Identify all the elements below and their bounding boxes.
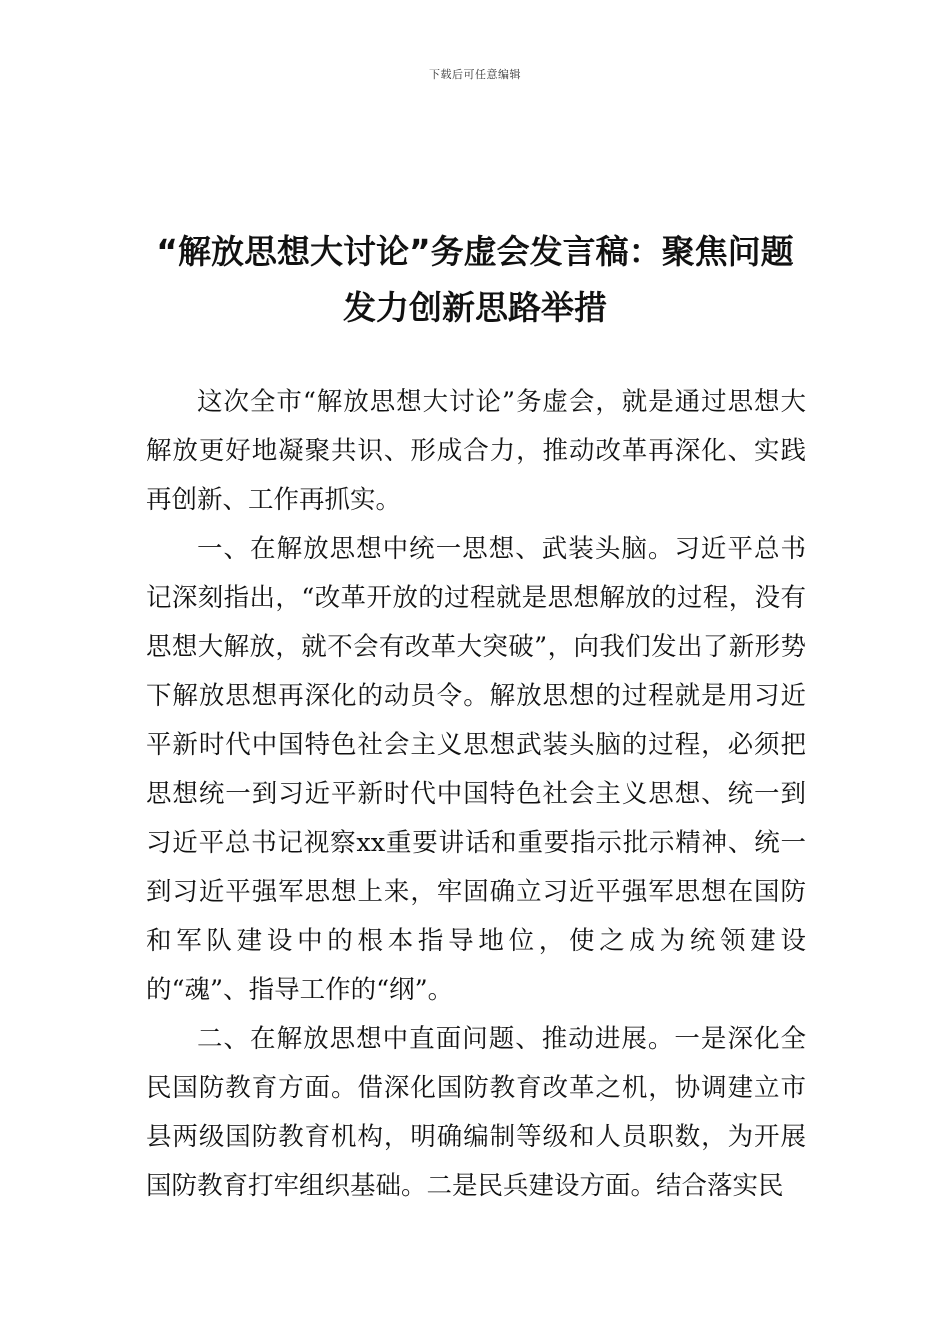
- paragraph-intro: 这次全市“解放思想大讨论”务虚会，就是通过思想大解放更好地凝聚共识、形成合力，推动改革再深化、实践再创新、工作再抓实。: [146, 387, 806, 515]
- document-body: [146, 378, 806, 1211]
- document-title: “解放思想大讨论”务虚会发言稿：聚焦问题发力创新思路举措: [156, 232, 794, 327]
- paragraph-section-1: 一、在解放思想中统一思想、武装头脑。习近平总书记深刻指出，“改革开放的过程就是思想解放的过程，没有思想大解放，就不会有改革大突破”，向我们发出了新形势下解放思想再深化的动员令。解放思想的过程就是用习近平新时代中国特色社会主义思想武装头脑的过程，必须把思想统一到习近平新时代中国特色社会主义思想、统一到习近平总书记视察xx重要讲话和重要指示批示精神、统一到习近平强军思想上来，牢固确立习近平强军思想在国防和军队建设中的根本指导地位，使之成为统领建设的“魂”、指导工作的“纲”。: [146, 534, 806, 1005]
- header-note: 下载后可任意编辑: [429, 68, 521, 81]
- paragraph-section-2: 二、在解放思想中直面问题、推动进展。一是深化全民国防教育方面。借深化国防教育改革之机，协调建立市县两级国防教育机构，明确编制等级和人员职数，为开展国防教育打牢组织基础。二是民兵建设方面。结合落实民: [146, 1024, 806, 1201]
